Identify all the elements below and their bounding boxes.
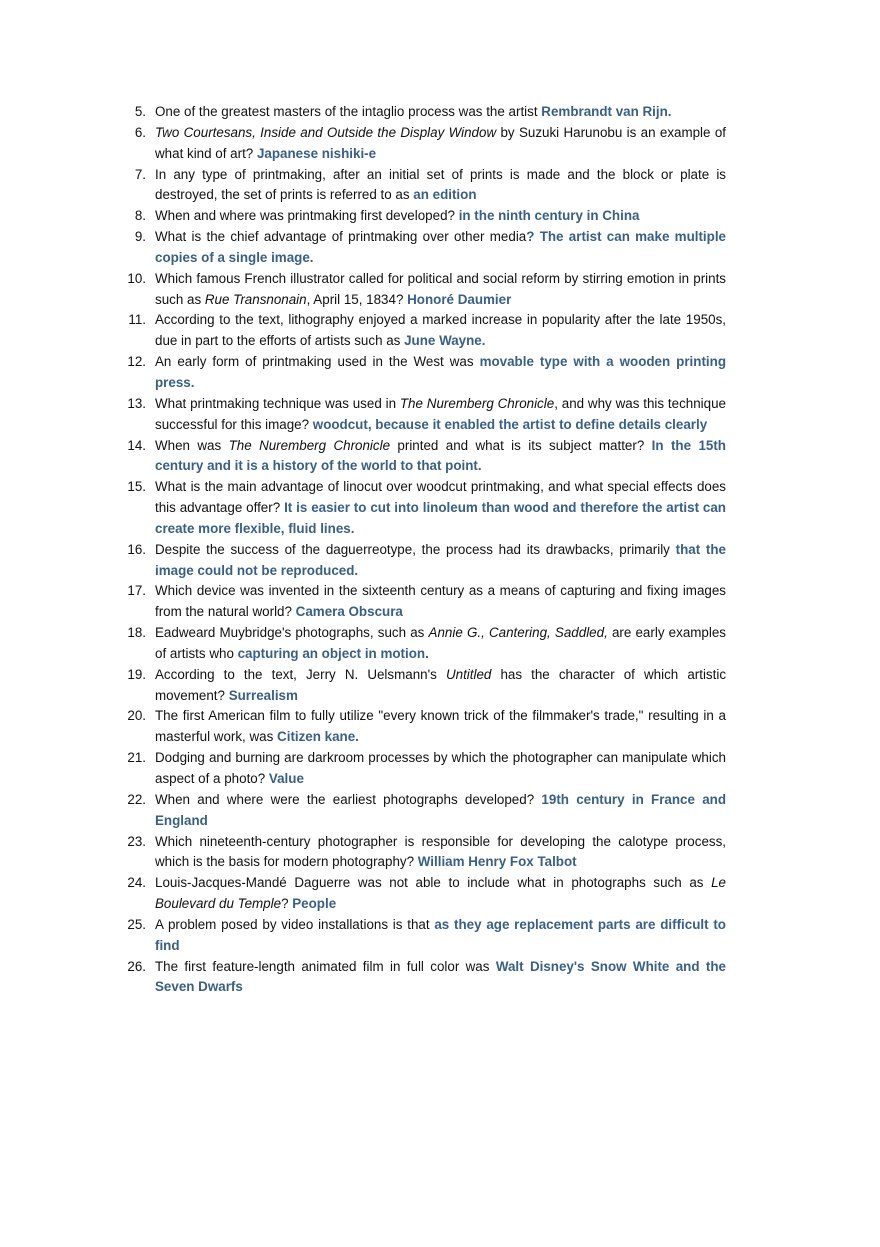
question-number: 20.	[127, 708, 146, 724]
question-item	[124, 540, 726, 582]
question-segment: According to the text, Jerry N. Uelsmann's	[155, 666, 446, 682]
question-number: 18.	[127, 625, 146, 641]
question-segment: Despite the success of the daguerreotype, the process had its drawbacks, primarily	[155, 541, 676, 557]
question-segment: has the character of which artistic movement?	[155, 666, 727, 703]
answer-text: Camera Obscura	[295, 604, 403, 620]
question-number: 11.	[128, 312, 146, 328]
italic-title: Two Courtesans, Inside and Outside the Display Window	[155, 124, 497, 140]
question-number: 24.	[127, 875, 146, 891]
italic-title: Le Boulevard du Temple	[155, 875, 726, 912]
question-segment: Louis-Jacques-Mandé Daguerre was not able to include what in photographs such as	[155, 875, 712, 891]
answer-text: woodcut, because it enabled the artist to define details clearly	[312, 416, 708, 432]
question-list	[124, 102, 726, 998]
question-text	[155, 792, 726, 828]
answer-text: June Wayne.	[404, 333, 486, 349]
question-segment: What printmaking technique was used in	[155, 395, 400, 411]
question-number: 21.	[127, 750, 146, 766]
question-segment: , and why was this technique successful for this image?	[155, 395, 727, 432]
question-item	[124, 665, 726, 707]
question-text	[155, 104, 672, 119]
question-number: 23.	[127, 833, 146, 849]
answer-text: Citizen kane.	[277, 729, 359, 745]
answer-text: Honoré Daumier	[407, 291, 512, 307]
question-segment: , April 15, 1834?	[306, 291, 408, 307]
question-item	[124, 832, 726, 874]
answer-text: 19th century in France and England	[155, 791, 727, 828]
answer-text: as they age replacement parts are difficult to find	[155, 916, 726, 953]
question-item	[124, 581, 726, 623]
question-text	[155, 396, 726, 432]
question-text	[155, 834, 726, 870]
question-item	[124, 790, 726, 832]
question-text	[155, 542, 726, 578]
italic-title: Untitled	[445, 666, 492, 682]
question-number: 12.	[127, 354, 146, 370]
question-text	[155, 875, 726, 911]
question-number: 8.	[134, 208, 146, 224]
question-item	[124, 706, 726, 748]
question-segment: According to the text, lithography enjoyed a marked increase in popularity after the late 1950s, due in part to the efforts of artists such as	[155, 312, 726, 349]
question-number: 22.	[127, 791, 146, 807]
question-text	[155, 667, 726, 703]
question-segment: What is the main advantage of linocut over woodcut printmaking, and what special effects does this advantage offer?	[155, 479, 726, 516]
question-text	[155, 479, 726, 536]
question-number: 5.	[134, 104, 146, 119]
question-number: 14.	[127, 437, 146, 453]
question-segment: The first American film to fully utilize "every known trick of the filmmaker's trade," resulting in a masterful work, was	[155, 708, 726, 745]
question-item	[124, 227, 726, 269]
question-text	[155, 167, 726, 203]
question-text	[155, 917, 726, 953]
question-item	[124, 873, 726, 915]
question-segment: In any type of printmaking, after an initial set of prints is made and the block or plate is destroyed, the set of prints is referred to as	[155, 166, 726, 203]
question-text	[155, 208, 639, 223]
question-number: 16.	[127, 541, 146, 557]
answer-text: that the image could not be reproduced.	[155, 541, 726, 578]
question-item	[124, 352, 726, 394]
italic-title: The Nuremberg Chronicle	[228, 437, 391, 453]
answer-text: It is easier to cut into linoleum than wood and therefore the artist can create more flexible, fluid lines.	[155, 500, 726, 536]
question-text	[155, 625, 726, 661]
question-item	[124, 623, 726, 665]
question-item	[124, 748, 726, 790]
answer-text: Value	[268, 771, 304, 786]
question-segment: When and where was printmaking first developed?	[155, 208, 459, 224]
answer-text: capturing an object in motion.	[237, 645, 429, 661]
question-text	[155, 229, 726, 265]
question-item	[124, 436, 726, 478]
question-segment: When and where were the earliest photographs developed?	[155, 791, 542, 807]
question-segment: by Suzuki Harunobu is an example of what kind of art?	[155, 124, 726, 161]
question-segment: An early form of printmaking used in the West was	[155, 354, 480, 370]
question-segment: When was	[155, 437, 229, 453]
answer-text: Japanese nishiki-e	[256, 145, 377, 161]
question-number: 25.	[127, 916, 146, 932]
question-number: 15.	[127, 479, 146, 495]
answer-text: movable type with a wooden printing press.	[155, 354, 726, 390]
question-segment: Which nineteenth-century photographer is responsible for developing the calotype process, which is the basis for modern photography?	[155, 833, 726, 870]
question-number: 10.	[127, 270, 146, 286]
question-segment: Which device was invented in the sixteenth century as a means of capturing and fixing images from the natural world?	[155, 583, 726, 620]
question-number: 17.	[127, 583, 146, 599]
question-item	[124, 394, 726, 436]
italic-title: Rue Transnonain	[204, 291, 307, 307]
question-segment: printed and what is its subject matter?	[390, 437, 652, 453]
question-segment: Dodging and burning are darkroom processes by which the photographer can manipulate which aspect of a photo?	[155, 750, 726, 786]
question-item	[124, 206, 726, 227]
question-item	[124, 269, 726, 311]
question-number: 13.	[127, 395, 146, 411]
question-segment: are early examples of artists who	[155, 625, 726, 661]
answer-text: Rembrandt van Rijn.	[541, 104, 672, 119]
question-text	[155, 312, 726, 348]
question-item	[124, 310, 726, 352]
answer-text: Surrealism	[228, 687, 298, 703]
answer-text: Walt Disney's Snow White and the Seven Dwarfs	[155, 958, 726, 995]
question-item	[124, 123, 726, 165]
italic-title: Annie G., Cantering, Saddled,	[428, 625, 608, 641]
answer-text: an edition	[413, 187, 477, 203]
question-segment: A problem posed by video installations is that	[155, 916, 435, 932]
question-segment: What is the chief advantage of printmaking over other media	[155, 229, 527, 245]
question-text	[155, 125, 726, 161]
answer-text: In the 15th century and it is a history of the world to that point.	[155, 437, 726, 474]
question-segment: Which famous French illustrator called for political and social reform by stirring emotion in prints such as	[155, 270, 726, 307]
question-number: 26.	[127, 958, 146, 974]
question-segment: One of the greatest masters of the intaglio process was the artist	[155, 104, 542, 119]
question-segment: The first feature-length animated film in full color was	[155, 958, 496, 974]
answer-text: William Henry Fox Talbot	[417, 854, 577, 870]
question-text	[155, 271, 726, 307]
question-text	[155, 438, 726, 474]
question-text	[155, 959, 726, 995]
italic-title: The Nuremberg Chronicle	[399, 395, 555, 411]
question-text	[155, 750, 726, 786]
question-text	[155, 354, 726, 390]
question-segment: Eadweard Muybridge's photographs, such as	[155, 625, 429, 641]
question-item	[124, 102, 726, 123]
answer-text: ? The artist can make multiple copies of a single image.	[155, 229, 726, 265]
question-text	[155, 708, 726, 744]
question-text	[155, 583, 726, 619]
question-number: 19.	[127, 666, 146, 682]
question-number: 9.	[134, 229, 146, 245]
question-number: 6.	[134, 124, 146, 140]
question-item	[124, 165, 726, 207]
question-item	[124, 915, 726, 957]
question-number: 7.	[134, 166, 146, 182]
question-item	[124, 477, 726, 540]
question-segment: ?	[281, 896, 293, 912]
answer-text: in the ninth century in China	[458, 208, 640, 224]
answer-text: People	[292, 896, 337, 912]
question-item	[124, 957, 726, 999]
